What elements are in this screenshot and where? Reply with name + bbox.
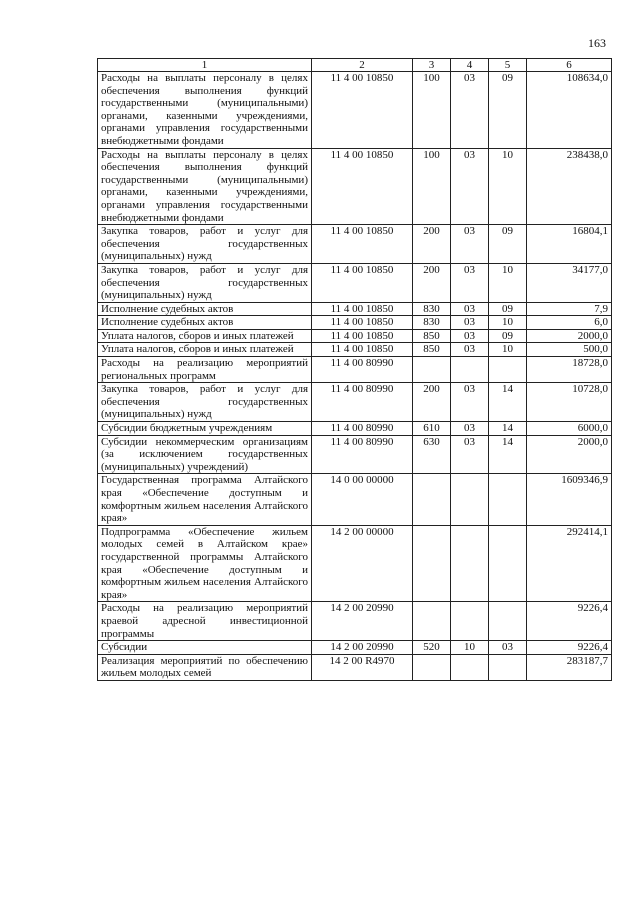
row-type-cell: 520 <box>413 641 451 655</box>
row-amount-cell: 7,9 <box>527 302 612 316</box>
table-row <box>98 422 612 436</box>
row-amount-cell: 6000,0 <box>527 422 612 436</box>
table-row <box>98 474 612 525</box>
row-amount-cell: 2000,0 <box>527 329 612 343</box>
row-type-cell: 850 <box>413 329 451 343</box>
column-header: 2 <box>312 59 413 72</box>
table-row <box>98 316 612 330</box>
table-row <box>98 435 612 474</box>
table-row <box>98 641 612 655</box>
row-subsection-cell: 14 <box>489 435 527 474</box>
row-name-cell: Исполнение судебных актов <box>98 316 312 330</box>
row-name-cell: Уплата налогов, сборов и иных платежей <box>98 329 312 343</box>
column-header: 1 <box>98 59 312 72</box>
row-type-cell <box>413 525 451 602</box>
row-subsection-cell: 09 <box>489 302 527 316</box>
row-section-cell: 03 <box>451 343 489 357</box>
table-row <box>98 525 612 602</box>
row-subsection-cell <box>489 525 527 602</box>
row-code-cell: 11 4 00 10850 <box>312 316 413 330</box>
row-code-cell: 11 4 00 80990 <box>312 383 413 422</box>
table-row <box>98 343 612 357</box>
table-row <box>98 329 612 343</box>
row-name-cell: Уплата налогов, сборов и иных платежей <box>98 343 312 357</box>
row-code-cell: 14 2 00 20990 <box>312 602 413 641</box>
row-amount-cell: 292414,1 <box>527 525 612 602</box>
row-name-cell: Расходы на реализацию мероприятий краевой адресной инвестиционной программы <box>98 602 312 641</box>
row-section-cell: 03 <box>451 225 489 264</box>
table-row <box>98 72 612 149</box>
row-amount-cell: 10728,0 <box>527 383 612 422</box>
row-code-cell: 11 4 00 10850 <box>312 263 413 302</box>
row-code-cell: 14 0 00 00000 <box>312 474 413 525</box>
row-section-cell <box>451 525 489 602</box>
row-type-cell: 200 <box>413 383 451 422</box>
row-subsection-cell: 10 <box>489 316 527 330</box>
row-type-cell: 850 <box>413 343 451 357</box>
row-amount-cell: 283187,7 <box>527 654 612 680</box>
row-section-cell: 03 <box>451 329 489 343</box>
row-name-cell: Расходы на выплаты персоналу в целях обеспечения выполнения функций государственными (муниципальными) органами, казенными учреждениями, органами управления государственными внебюджетными фондами <box>98 72 312 149</box>
row-name-cell: Закупка товаров, работ и услуг для обеспечения государственных (муниципальных) нужд <box>98 225 312 264</box>
row-type-cell: 630 <box>413 435 451 474</box>
row-name-cell: Подпрограмма «Обеспечение жильем молодых семей в Алтайском крае» государственной программы Алтайского края «Обеспечение доступным и комфортным жильем населения Алтайского края» <box>98 525 312 602</box>
table-row <box>98 654 612 680</box>
row-section-cell <box>451 602 489 641</box>
row-type-cell <box>413 474 451 525</box>
table-row <box>98 302 612 316</box>
row-type-cell: 100 <box>413 148 451 225</box>
row-section-cell: 03 <box>451 435 489 474</box>
row-type-cell: 830 <box>413 316 451 330</box>
row-code-cell: 14 2 00 R4970 <box>312 654 413 680</box>
row-name-cell: Закупка товаров, работ и услуг для обеспечения государственных (муниципальных) нужд <box>98 383 312 422</box>
row-subsection-cell: 09 <box>489 225 527 264</box>
table-row <box>98 225 612 264</box>
row-subsection-cell: 10 <box>489 263 527 302</box>
budget-table <box>97 58 612 681</box>
row-code-cell: 11 4 00 10850 <box>312 72 413 149</box>
row-type-cell: 200 <box>413 263 451 302</box>
row-code-cell: 14 2 00 20990 <box>312 641 413 655</box>
row-subsection-cell <box>489 654 527 680</box>
row-subsection-cell: 10 <box>489 148 527 225</box>
row-type-cell: 100 <box>413 72 451 149</box>
row-code-cell: 11 4 00 10850 <box>312 302 413 316</box>
row-name-cell: Реализация мероприятий по обеспечению жильем молодых семей <box>98 654 312 680</box>
row-code-cell: 14 2 00 00000 <box>312 525 413 602</box>
table-header-row <box>98 59 612 72</box>
row-section-cell: 03 <box>451 148 489 225</box>
row-section-cell: 03 <box>451 263 489 302</box>
row-name-cell: Субсидии некоммерческим организациям (за исключением государственных (муниципальных) учреждений) <box>98 435 312 474</box>
row-code-cell: 11 4 00 80990 <box>312 435 413 474</box>
row-amount-cell: 9226,4 <box>527 641 612 655</box>
row-subsection-cell: 09 <box>489 329 527 343</box>
row-code-cell: 11 4 00 10850 <box>312 148 413 225</box>
row-subsection-cell <box>489 474 527 525</box>
row-section-cell: 03 <box>451 422 489 436</box>
row-section-cell: 03 <box>451 383 489 422</box>
row-subsection-cell: 09 <box>489 72 527 149</box>
row-subsection-cell: 14 <box>489 383 527 422</box>
row-type-cell <box>413 654 451 680</box>
row-type-cell: 610 <box>413 422 451 436</box>
row-code-cell: 11 4 00 10850 <box>312 225 413 264</box>
row-section-cell: 03 <box>451 72 489 149</box>
row-subsection-cell <box>489 602 527 641</box>
row-section-cell <box>451 357 489 383</box>
row-subsection-cell: 10 <box>489 343 527 357</box>
row-amount-cell: 16804,1 <box>527 225 612 264</box>
row-type-cell <box>413 602 451 641</box>
row-amount-cell: 500,0 <box>527 343 612 357</box>
row-section-cell <box>451 474 489 525</box>
table-row <box>98 383 612 422</box>
page-number: 163 <box>588 36 606 50</box>
row-name-cell: Субсидии бюджетным учреждениям <box>98 422 312 436</box>
row-code-cell: 11 4 00 80990 <box>312 422 413 436</box>
row-amount-cell: 108634,0 <box>527 72 612 149</box>
column-header: 4 <box>451 59 489 72</box>
row-subsection-cell: 14 <box>489 422 527 436</box>
row-subsection-cell <box>489 357 527 383</box>
row-section-cell <box>451 654 489 680</box>
row-name-cell: Закупка товаров, работ и услуг для обеспечения государственных (муниципальных) нужд <box>98 263 312 302</box>
row-type-cell: 830 <box>413 302 451 316</box>
row-type-cell <box>413 357 451 383</box>
column-header: 5 <box>489 59 527 72</box>
row-section-cell: 10 <box>451 641 489 655</box>
row-amount-cell: 9226,4 <box>527 602 612 641</box>
row-name-cell: Расходы на реализацию мероприятий региональных программ <box>98 357 312 383</box>
table-row <box>98 148 612 225</box>
row-amount-cell: 6,0 <box>527 316 612 330</box>
row-amount-cell: 34177,0 <box>527 263 612 302</box>
row-name-cell: Субсидии <box>98 641 312 655</box>
row-section-cell: 03 <box>451 302 489 316</box>
column-header: 6 <box>527 59 612 72</box>
row-section-cell: 03 <box>451 316 489 330</box>
row-amount-cell: 238438,0 <box>527 148 612 225</box>
row-name-cell: Исполнение судебных актов <box>98 302 312 316</box>
table-row <box>98 357 612 383</box>
row-code-cell: 11 4 00 80990 <box>312 357 413 383</box>
row-subsection-cell: 03 <box>489 641 527 655</box>
column-header: 3 <box>413 59 451 72</box>
table-row <box>98 602 612 641</box>
row-name-cell: Расходы на выплаты персоналу в целях обеспечения выполнения функций государственными (муниципальными) органами, казенными учреждениями, органами управления государственными внебюджетными фондами <box>98 148 312 225</box>
row-amount-cell: 18728,0 <box>527 357 612 383</box>
row-name-cell: Государственная программа Алтайского края «Обеспечение доступным и комфортным жильем населения Алтайского края» <box>98 474 312 525</box>
table-row <box>98 263 612 302</box>
row-code-cell: 11 4 00 10850 <box>312 343 413 357</box>
row-type-cell: 200 <box>413 225 451 264</box>
row-code-cell: 11 4 00 10850 <box>312 329 413 343</box>
row-amount-cell: 1609346,9 <box>527 474 612 525</box>
row-amount-cell: 2000,0 <box>527 435 612 474</box>
